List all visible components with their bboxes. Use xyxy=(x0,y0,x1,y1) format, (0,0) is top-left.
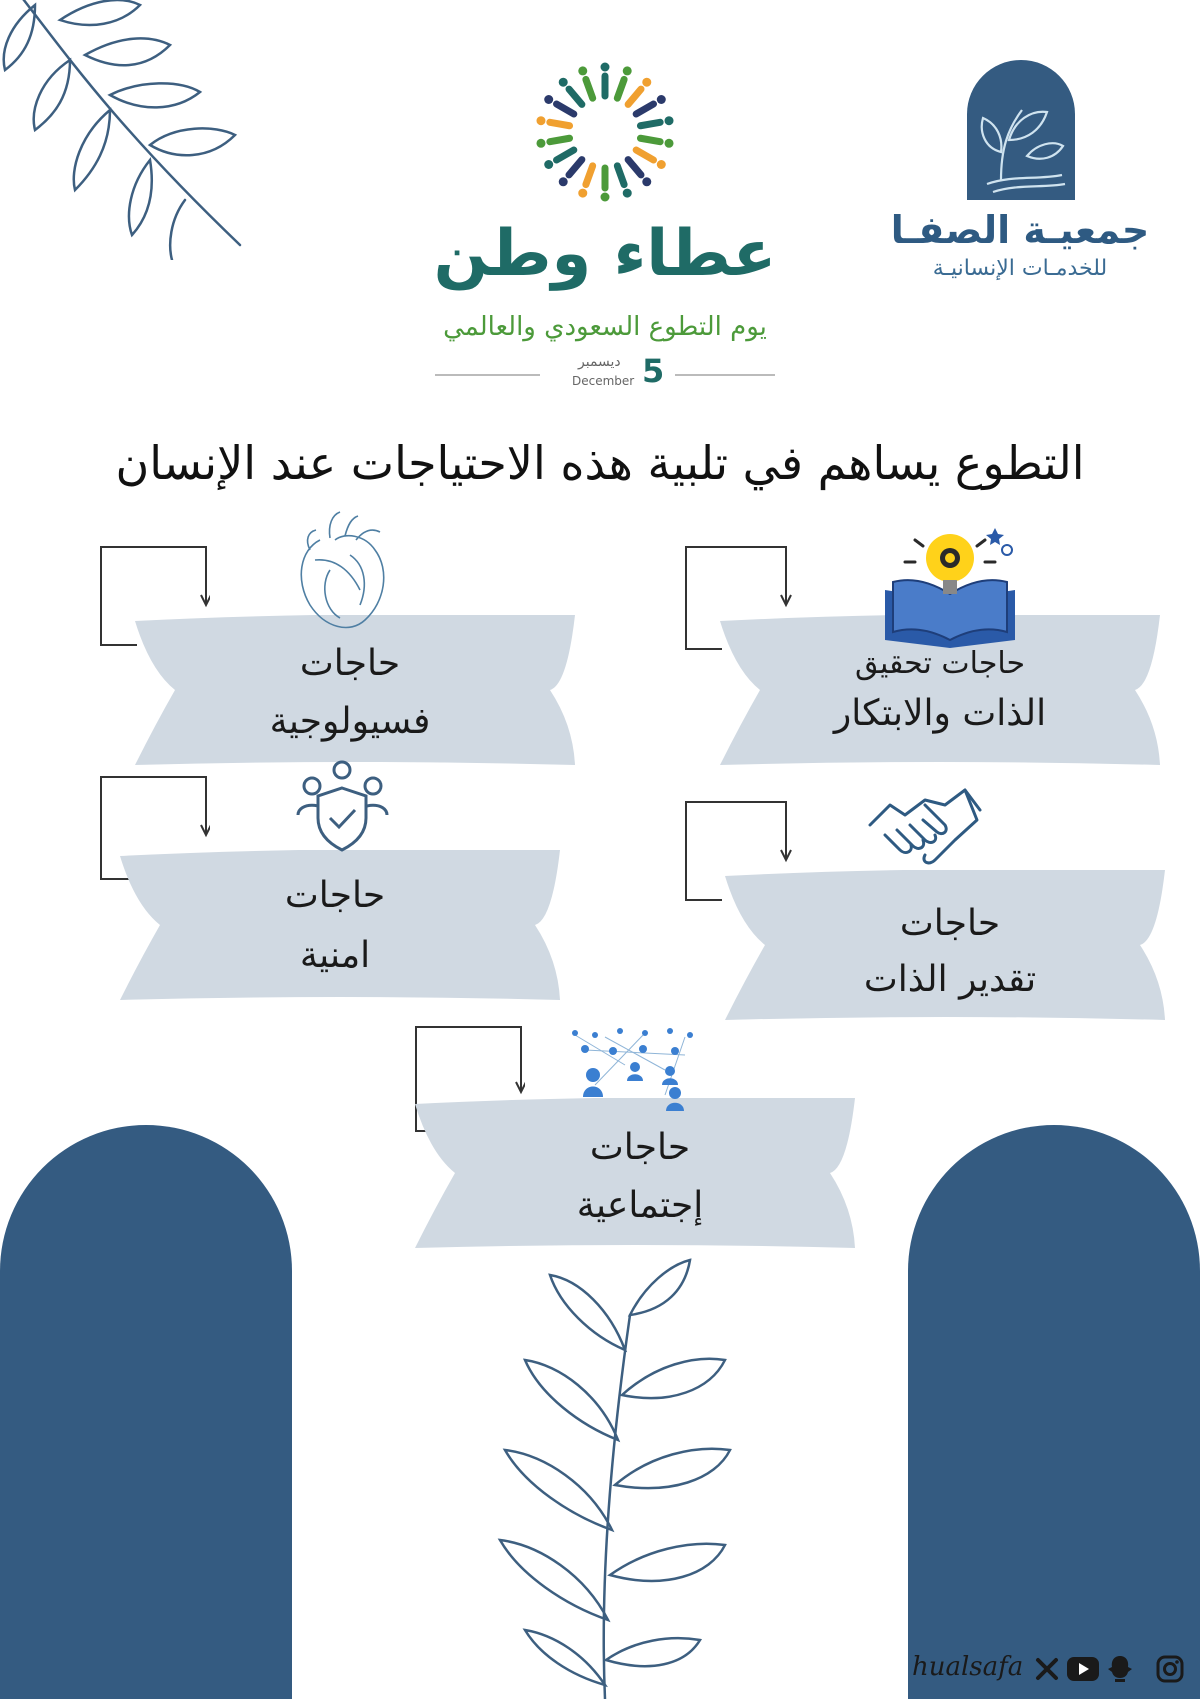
need-card-social xyxy=(410,1020,850,1270)
instagram-icon[interactable] xyxy=(1156,1655,1184,1683)
sunburst-figure-head xyxy=(544,160,553,169)
sunburst-figure-head xyxy=(578,189,587,198)
social-handle: hualsafa xyxy=(912,1652,1024,1682)
sunburst-figure-body xyxy=(569,89,582,104)
heart-icon xyxy=(290,510,400,635)
need-label-line2: فسيولوجية xyxy=(269,701,431,742)
sunburst-figure-body xyxy=(636,150,653,160)
date-right-line xyxy=(675,374,775,376)
sunburst-figure-head xyxy=(642,177,651,186)
sunburst-figure-head xyxy=(601,193,610,202)
volunteer-sunburst-icon xyxy=(535,62,675,202)
need-label-line2: امنية xyxy=(299,935,371,976)
sunburst-figure-head xyxy=(665,116,674,125)
need-label-line2: تقدير الذات xyxy=(863,959,1037,1000)
x-icon[interactable] xyxy=(1035,1657,1059,1681)
sunburst-figure-head xyxy=(536,139,545,148)
sunburst-figure-body xyxy=(557,150,574,160)
campaign-logo xyxy=(430,62,780,402)
sunburst-figure-body xyxy=(640,122,660,125)
sunburst-figure-head xyxy=(578,66,587,75)
sunburst-figure-head xyxy=(536,116,545,125)
sunburst-figure-body xyxy=(586,79,593,98)
sunburst-figure-body xyxy=(557,104,574,114)
safa-arch-emblem xyxy=(967,60,1075,200)
sunburst-figure-body xyxy=(617,79,624,98)
people-network-icon xyxy=(565,1025,700,1115)
social-footer xyxy=(910,1648,1195,1690)
snapchat-icon[interactable] xyxy=(1106,1654,1134,1684)
sunburst-figure-body xyxy=(628,89,641,104)
sunburst-figure-body xyxy=(640,138,660,141)
date-month-en: December xyxy=(572,374,635,388)
sunburst-figure-head xyxy=(544,95,553,104)
sunburst-figure-head xyxy=(657,160,666,169)
org-name: جمعيـة الصفـا xyxy=(890,208,1150,252)
sunburst-figure-body xyxy=(569,160,582,175)
handshake-icon xyxy=(865,780,985,880)
shield-people-icon xyxy=(290,760,395,860)
sunburst-figure-body xyxy=(628,160,641,175)
need-label-line1: حاجات xyxy=(589,1127,691,1168)
org-subtitle: للخدمـات الإنسانيـة xyxy=(932,256,1108,281)
sunburst-figure-head xyxy=(559,177,568,186)
right-arch xyxy=(908,1125,1200,1699)
date-left-line xyxy=(435,374,540,376)
need-label-line1: حاجات xyxy=(899,903,1001,944)
sunburst-figure-head xyxy=(559,78,568,87)
leaf-branch-top-left xyxy=(0,0,270,260)
sunburst-figure-head xyxy=(601,63,610,72)
safa-logo xyxy=(885,60,1155,290)
need-label-line1: حاجات xyxy=(299,643,401,684)
left-arch xyxy=(0,1125,292,1699)
date-number: 5 xyxy=(642,352,665,390)
need-label-line2: الذات والابتكار xyxy=(833,693,1047,734)
campaign-subtitle: يوم التطوع السعودي والعالمي xyxy=(443,312,767,342)
need-card-self-actualization xyxy=(680,510,1140,770)
youtube-icon[interactable] xyxy=(1066,1656,1100,1682)
leaf-plant-bottom xyxy=(430,1255,780,1699)
sunburst-figure-body xyxy=(550,122,570,125)
need-label-line1: حاجات تحقيق xyxy=(854,646,1026,681)
sunburst-figure-body xyxy=(586,166,593,185)
page-headline: التطوع يساهم في تلبية هذه الاحتياجات عند الإنسان xyxy=(115,436,1085,490)
sunburst-figure-body xyxy=(636,104,653,114)
need-card-safety xyxy=(95,760,565,1020)
sunburst-figure-body xyxy=(617,166,624,185)
campaign-title: عطاء وطن xyxy=(433,217,777,291)
need-card-esteem xyxy=(680,770,1150,1030)
sunburst-figure-head xyxy=(642,78,651,87)
sunburst-figure-head xyxy=(665,139,674,148)
sunburst-figure-head xyxy=(657,95,666,104)
sunburst-figure-body xyxy=(550,138,570,141)
need-label-line1: حاجات xyxy=(284,875,386,916)
book-lightbulb-icon xyxy=(875,520,1025,650)
need-label-line2: إجتماعية xyxy=(576,1185,704,1226)
sunburst-figure-head xyxy=(623,66,632,75)
date-month-ar: ديسمبر xyxy=(578,354,621,370)
sunburst-figure-head xyxy=(623,189,632,198)
need-card-physiological xyxy=(95,510,565,770)
